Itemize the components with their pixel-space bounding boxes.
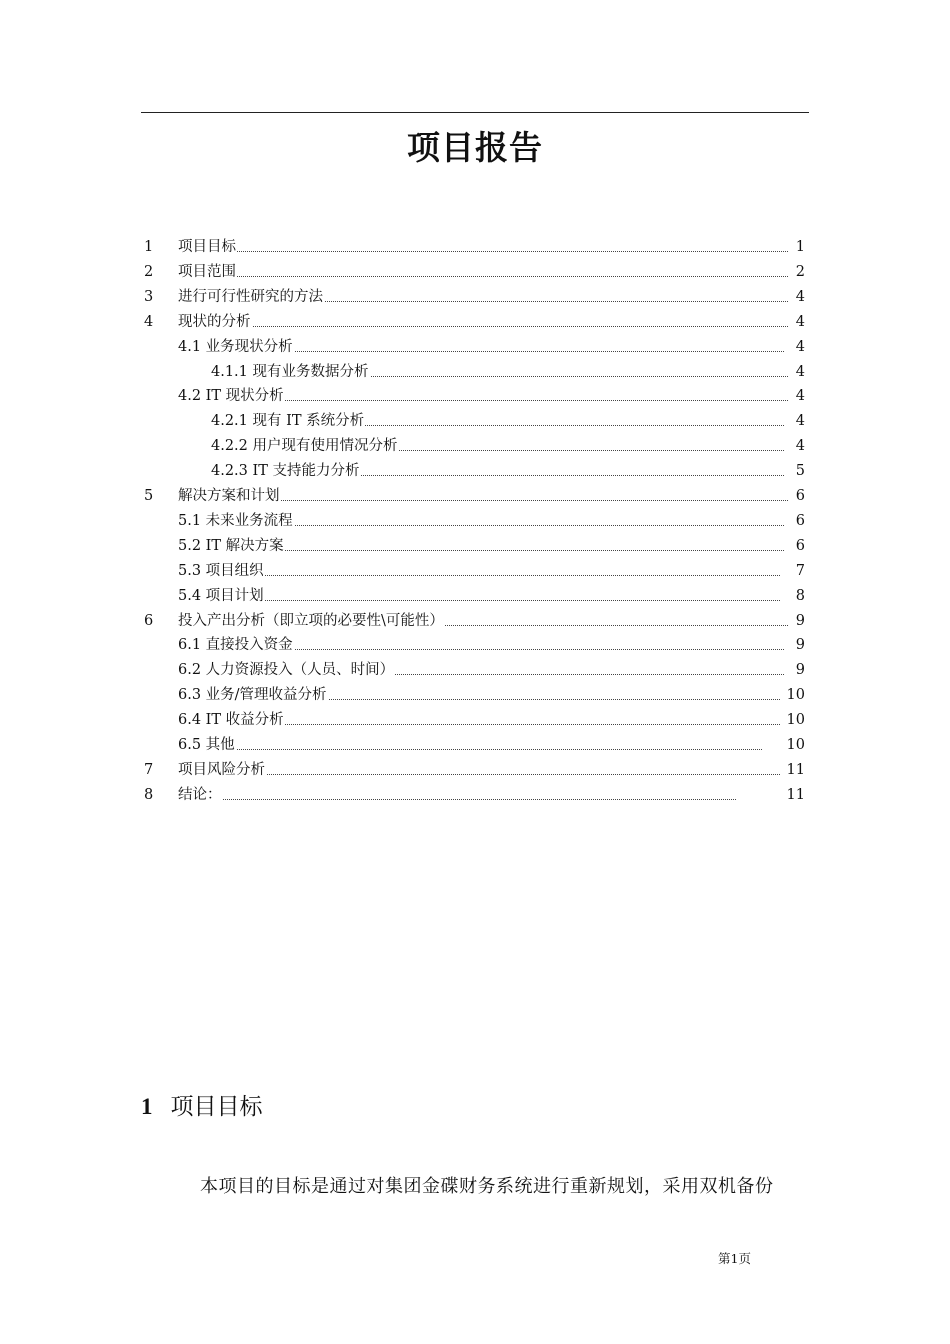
toc-entry-label: 6.5 其他 — [178, 734, 236, 756]
section-number: 1 — [141, 1094, 153, 1119]
toc-entry[interactable] — [0, 510, 950, 532]
toc-entry-number: 4 — [144, 313, 154, 330]
toc-entry-label: 4.2.2 用户现有使用情况分析 — [211, 435, 399, 457]
toc-entry[interactable] — [0, 610, 950, 632]
toc-entry-label: 6.1 直接投入资金 — [178, 634, 294, 656]
toc-entry[interactable] — [0, 460, 950, 482]
toc-entry-label: 投入产出分析（即立项的必要性\可能性） — [178, 610, 445, 632]
toc-entry[interactable] — [0, 759, 950, 781]
toc-dot-leader — [178, 251, 788, 252]
body-paragraph: 本项目的目标是通过对集团金碟财务系统进行重新规划，采用双机备份 — [200, 1176, 774, 1197]
toc-entry[interactable] — [0, 311, 950, 333]
toc-entry-page: 5 — [795, 463, 805, 480]
section-title: 项目目标 — [170, 1094, 263, 1120]
toc-entry-number: 2 — [144, 263, 154, 280]
toc-entry[interactable] — [0, 535, 950, 557]
toc-entry-label: 结论： — [178, 784, 223, 806]
toc-entry-label: 5.2 IT 解决方案 — [178, 535, 285, 557]
toc-dot-leader — [178, 326, 788, 327]
toc-entry-page: 1 — [795, 239, 805, 255]
toc-entry-label: 5.3 项目组织 — [178, 560, 265, 582]
top-rule — [141, 112, 809, 113]
toc-entry-page: 2 — [795, 263, 805, 280]
toc-entry-label: 现状的分析 — [178, 311, 252, 333]
toc-entry[interactable] — [0, 634, 950, 656]
toc-dot-leader — [178, 600, 780, 601]
toc-entry[interactable] — [0, 361, 950, 383]
toc-entry-page: 10 — [786, 687, 805, 704]
page-footer: 第1页 — [718, 1251, 751, 1266]
toc-entry-number: 6 — [144, 612, 154, 629]
toc-entry-label: 项目范围 — [178, 261, 237, 283]
toc-entry[interactable] — [0, 236, 950, 258]
toc-entry-label: 5.1 未来业务流程 — [178, 510, 294, 532]
toc-entry-label: 项目目标 — [178, 236, 237, 258]
toc-entry-label: 5.4 项目计划 — [178, 585, 265, 607]
toc-entry-page: 11 — [786, 786, 805, 803]
toc-entry[interactable] — [0, 734, 950, 756]
toc-entry-label: 4.2.3 IT 支持能力分析 — [211, 460, 361, 482]
toc-entry-page: 6 — [795, 488, 805, 504]
toc-entry[interactable] — [0, 585, 950, 607]
toc-entry[interactable] — [0, 385, 950, 407]
toc-entry-number: 5 — [144, 488, 154, 504]
toc-entry-label: 6.2 人力资源投入（人员、时间） — [178, 659, 395, 681]
toc-entry-page: 9 — [795, 662, 805, 679]
toc-entry-label: 进行可行性研究的方法 — [178, 286, 324, 308]
toc-entry[interactable] — [0, 485, 950, 507]
toc-dot-leader — [178, 774, 780, 775]
toc-entry[interactable] — [0, 435, 950, 457]
toc-entry[interactable] — [0, 659, 950, 681]
toc-entry-page: 8 — [795, 587, 805, 604]
toc-entry-page: 10 — [786, 712, 805, 729]
toc-entry-number: 7 — [144, 761, 154, 778]
toc-entry-label: 4.1.1 现有业务数据分析 — [211, 361, 370, 383]
toc-entry-page: 9 — [795, 612, 805, 629]
toc-dot-leader — [178, 575, 780, 576]
toc-entry-page: 4 — [795, 413, 805, 430]
toc-entry[interactable] — [0, 336, 950, 358]
toc-entry-page: 10 — [786, 737, 805, 753]
section-heading — [141, 1090, 263, 1124]
toc-entry-page: 4 — [795, 288, 805, 305]
toc-entry-label: 6.3 业务/管理收益分析 — [178, 684, 328, 706]
toc-entry-number: 3 — [144, 288, 154, 305]
toc-entry-page: 4 — [795, 313, 805, 330]
toc-entry-label: 4.2.1 现有 IT 系统分析 — [211, 410, 365, 432]
toc-entry-label: 4.1 业务现状分析 — [178, 336, 294, 358]
toc-entry-page: 11 — [786, 761, 805, 778]
toc-entry-page: 6 — [795, 512, 805, 529]
toc-entry-page: 4 — [795, 363, 805, 380]
toc-entry[interactable] — [0, 684, 950, 706]
document-title: 项目报告 — [407, 128, 543, 167]
toc-entry-page: 9 — [795, 637, 805, 654]
toc-entry-page: 4 — [795, 438, 805, 455]
toc-entry-number: 8 — [144, 786, 154, 803]
toc-entry-page: 4 — [795, 338, 805, 355]
toc-entry[interactable] — [0, 560, 950, 582]
toc-entry-label: 4.2 IT 现状分析 — [178, 385, 285, 407]
toc-entry[interactable] — [0, 784, 950, 806]
toc-entry-label: 项目风险分析 — [178, 759, 266, 781]
toc-dot-leader — [178, 749, 762, 750]
toc-dot-leader — [178, 799, 736, 800]
toc-dot-leader — [178, 276, 788, 277]
toc-entry[interactable] — [0, 709, 950, 731]
toc-entry[interactable] — [0, 261, 950, 283]
toc-entry-page: 6 — [795, 537, 805, 554]
toc-entry[interactable] — [0, 410, 950, 432]
toc-entry-page: 4 — [795, 388, 805, 405]
toc-entry-number: 1 — [144, 239, 154, 255]
toc-entry-label: 解决方案和计划 — [178, 485, 281, 507]
toc-entry-page: 7 — [795, 562, 805, 579]
toc-entry[interactable] — [0, 286, 950, 308]
toc-entry-label: 6.4 IT 收益分析 — [178, 709, 285, 731]
